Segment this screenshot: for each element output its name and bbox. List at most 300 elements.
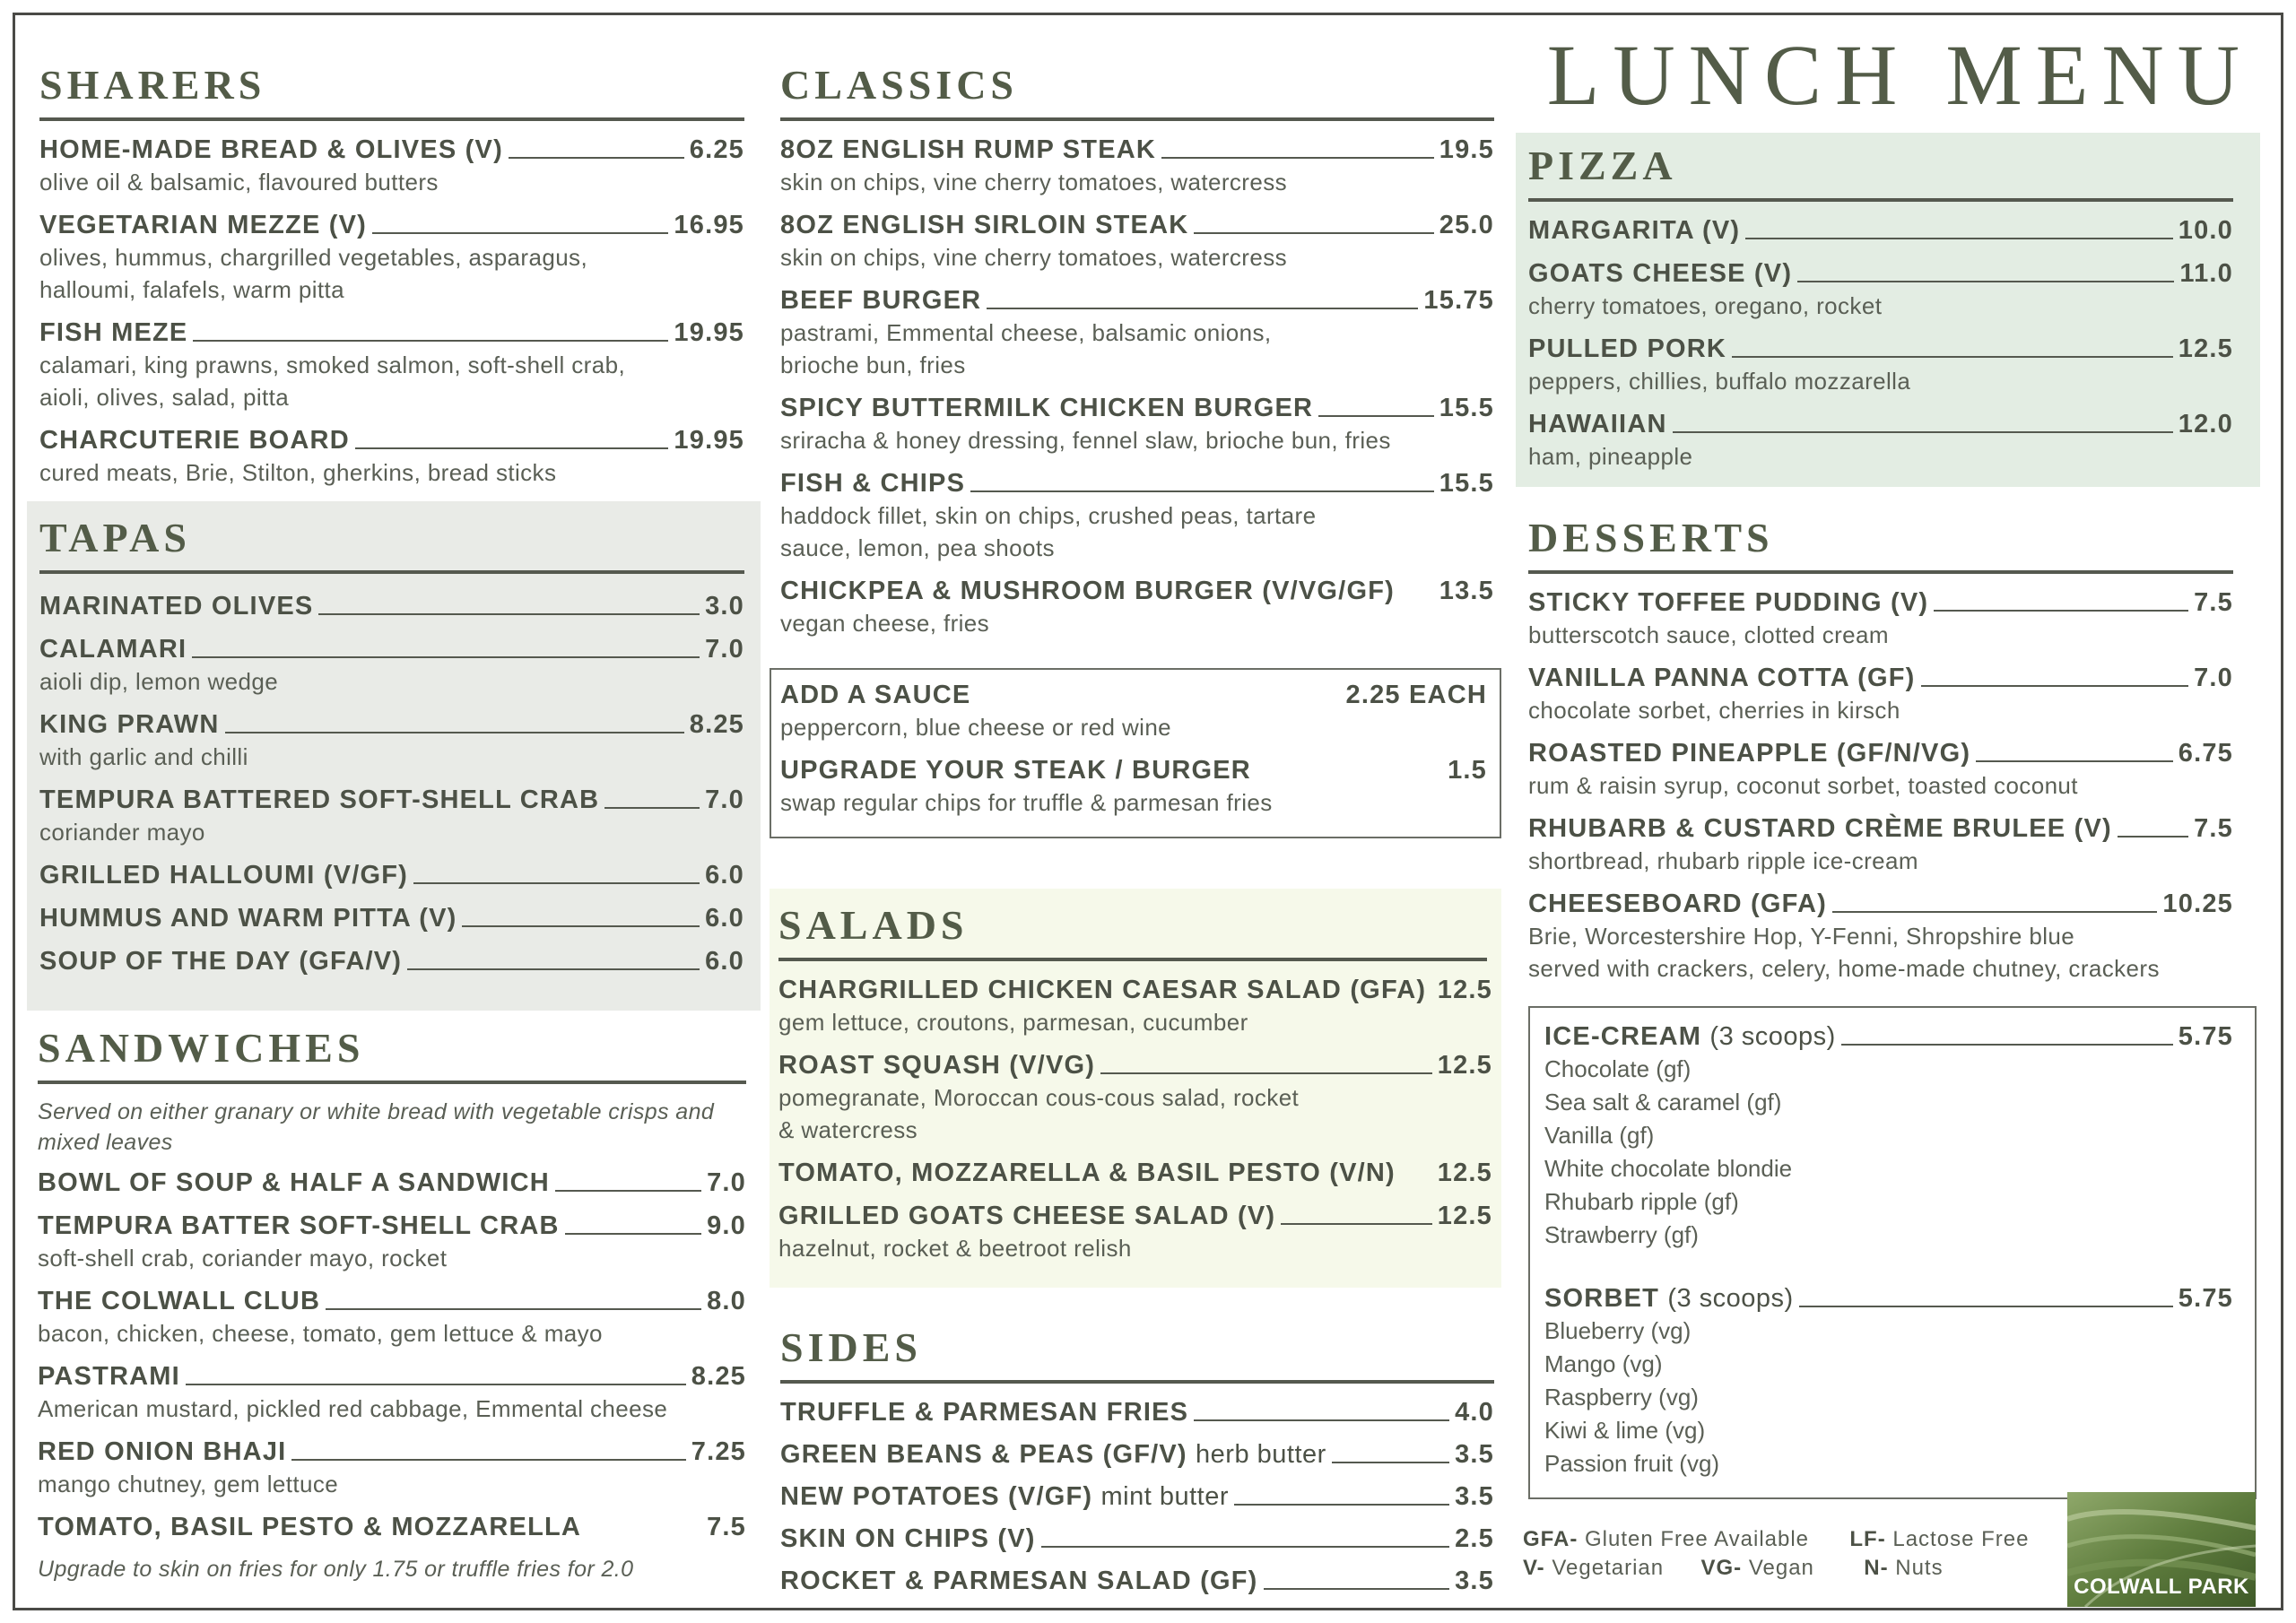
menu-item-name: CHICKPEA & MUSHROOM BURGER (V/VG/GF) — [780, 577, 1395, 605]
section-sandwiches — [27, 1011, 761, 1584]
leader-line — [987, 308, 1418, 309]
leader-line — [326, 1308, 701, 1310]
menu-item-row — [38, 1285, 746, 1317]
heading-pizza: PIZZA — [1528, 142, 2233, 202]
leader-line — [1194, 232, 1433, 234]
leader-line — [1934, 610, 2188, 612]
leader-line — [1797, 281, 2174, 282]
menu-item-spicy-buttermilk-chicken-burger — [780, 392, 1494, 456]
menu-item-price: 12.5 — [1437, 976, 1492, 1004]
menu-item-upgrade-your-steak-burger — [780, 754, 1487, 819]
legend-lf-text: Lactose Free — [1892, 1527, 2030, 1551]
menu-item-bowl-of-soup-half-a-sandwich — [38, 1167, 746, 1199]
sandwiches-intro: Served on either granary or white bread with vegetable crisps and mixed leaves — [38, 1099, 715, 1155]
menu-item-price: 8.25 — [691, 1362, 746, 1391]
menu-item-description: haddock fillet, skin on chips, crushed peas, tartare — [780, 502, 1317, 529]
menu-item-row — [778, 1157, 1492, 1189]
leader-line — [2118, 836, 2188, 838]
menu-item-name: ADD A SAUCE — [780, 681, 971, 709]
menu-item-description: aioli, olives, salad, pitta — [39, 384, 290, 411]
section-classics — [770, 45, 1496, 639]
sides-list — [780, 1396, 1494, 1597]
side-item-price: 3.5 — [1455, 1440, 1494, 1469]
menu-item-description: pomegranate, Moroccan cous-cous salad, rocket — [778, 1084, 1300, 1111]
menu-item-description: vegan cheese, fries — [780, 610, 990, 637]
menu-item-row — [780, 754, 1487, 786]
side-item-name: NEW POTATOES (V/GF) — [780, 1482, 1093, 1511]
flavour-item: Rhubarb ripple (gf) — [1544, 1188, 1739, 1215]
menu-item-fish-chips — [780, 467, 1494, 564]
menu-item-vegetarian-mezze-v — [39, 209, 744, 306]
tapas-list — [39, 586, 744, 977]
menu-item-name: GOATS CHEESE (V) — [1528, 259, 1793, 288]
menu-item-description: Brie, Worcestershire Hop, Y-Fenni, Shropshire blue — [1528, 923, 2075, 950]
menu-item-beef-burger — [780, 284, 1494, 381]
menu-item-description: brioche bun, fries — [780, 352, 966, 378]
menu-item-row — [39, 317, 744, 349]
menu-item-name: KING PRAWN — [39, 710, 220, 739]
menu-item-row — [1528, 662, 2233, 694]
menu-item-description: peppers, chillies, buffalo mozzarella — [1528, 368, 1911, 395]
menu-item-row — [780, 575, 1494, 607]
side-item-price: 3.5 — [1455, 1482, 1494, 1511]
menu-item-row — [39, 633, 744, 665]
colwall-park-logo — [2067, 1492, 2256, 1607]
flavour-item: Strawberry (gf) — [1544, 1221, 1699, 1248]
menu-item-description: bacon, chicken, cheese, tomato, gem lettuce & mayo — [38, 1320, 603, 1347]
flavour-item: Passion fruit (vg) — [1544, 1450, 1720, 1477]
legend-vg-text: Vegan — [1748, 1556, 1814, 1580]
menu-item-8oz-english-rump-steak — [780, 134, 1494, 198]
menu-item-row — [39, 859, 744, 891]
menu-item-name: 8OZ ENGLISH SIRLOIN STEAK — [780, 211, 1189, 239]
menu-item-description: & watercress — [778, 1116, 918, 1143]
menu-item-name: BEEF BURGER — [780, 286, 982, 315]
menu-item-name: PASTRAMI — [38, 1362, 180, 1391]
leader-line — [193, 340, 668, 342]
menu-item-description: coriander mayo — [39, 819, 205, 846]
side-item-price: 4.0 — [1455, 1398, 1494, 1427]
menu-item-name: VEGETARIAN MEZZE (V) — [39, 211, 368, 239]
leader-line — [1832, 911, 2157, 913]
leader-line — [1318, 415, 1434, 417]
section-sides — [770, 1324, 1496, 1597]
section-pizza — [1516, 133, 2260, 487]
leader-line — [291, 1459, 685, 1461]
menu-item-row — [1528, 586, 2233, 619]
menu-item-row — [38, 1360, 746, 1393]
menu-item-description: olives, hummus, chargrilled vegetables, asparagus, — [39, 244, 588, 271]
menu-item-row — [780, 679, 1487, 711]
flavour-item: White chocolate blondie — [1544, 1155, 1793, 1182]
side-item-label — [780, 1523, 1036, 1555]
menu-item-name: UPGRADE YOUR STEAK / BURGER — [780, 756, 1251, 785]
menu-item-row — [38, 1511, 746, 1543]
extras-box — [770, 668, 1501, 838]
menu-title: LUNCH MENU — [1546, 27, 2253, 123]
side-item-extra: herb butter — [1196, 1440, 1326, 1469]
menu-item-price: 12.0 — [2178, 410, 2233, 438]
menu-item-row — [1528, 737, 2233, 769]
menu-item-soup-of-the-day-gfa-v — [39, 945, 744, 977]
menu-item-the-colwall-club — [38, 1285, 746, 1350]
menu-item-description: skin on chips, vine cherry tomatoes, watercress — [780, 169, 1288, 195]
menu-item-row — [778, 1049, 1492, 1081]
icecream-price: 5.75 — [2178, 1022, 2233, 1051]
menu-item-row — [1528, 812, 2233, 845]
menu-item-name: ROAST SQUASH (V/VG) — [778, 1051, 1096, 1080]
leader-line — [1976, 760, 2173, 762]
menu-item-description: hazelnut, rocket & beetroot relish — [778, 1235, 1132, 1262]
menu-item-row — [39, 424, 744, 456]
leader-line — [462, 925, 700, 927]
side-item-label — [780, 1396, 1188, 1428]
menu-item-description: swap regular chips for truffle & parmesan fries — [780, 789, 1273, 816]
menu-item-cheeseboard-gfa — [1528, 888, 2233, 985]
menu-item-description: soft-shell crab, coriander mayo, rocket — [38, 1245, 448, 1271]
menu-item-price: 19.5 — [1439, 135, 1494, 164]
legend-vg-code: VG- — [1700, 1556, 1743, 1580]
leader-line — [555, 1190, 701, 1192]
side-item-name: SKIN ON CHIPS (V) — [780, 1524, 1036, 1553]
legend-row-2 — [1523, 1553, 1944, 1584]
menu-item-price: 6.0 — [705, 904, 744, 933]
leader-line — [1234, 1504, 1449, 1506]
middle-column — [770, 45, 1505, 1607]
menu-item-description: olive oil & balsamic, flavoured butters — [39, 169, 439, 195]
menu-item-description: cherry tomatoes, oregano, rocket — [1528, 292, 1883, 319]
menu-item-price: 7.25 — [691, 1437, 746, 1466]
menu-item-pastrami — [38, 1360, 746, 1425]
logo-text: COLWALL PARK — [2074, 1575, 2249, 1599]
flavour-item: Raspberry (vg) — [1544, 1384, 1699, 1410]
sandwiches-footnote: Upgrade to skin on fries for only 1.75 or truffle fries for 2.0 — [38, 1557, 634, 1582]
menu-item-description: pastrami, Emmental cheese, balsamic onions, — [780, 319, 1272, 346]
side-item-label — [780, 1565, 1258, 1597]
menu-item-name: MARINATED OLIVES — [39, 592, 314, 621]
right-column — [1516, 133, 2260, 1499]
menu-item-fish-meze — [39, 317, 744, 413]
menu-item-name: RHUBARB & CUSTARD CRÈME BRULEE (V) — [1528, 814, 2112, 843]
sorbet-price: 5.75 — [2178, 1284, 2233, 1313]
menu-item-vanilla-panna-cotta-gf — [1528, 662, 2233, 726]
menu-item-price: 12.5 — [1437, 1159, 1492, 1187]
heading-sides: SIDES — [780, 1324, 1494, 1384]
menu-item-row — [39, 708, 744, 741]
menu-item-hummus-and-warm-pitta-v — [39, 902, 744, 934]
menu-item-tomato-basil-pesto-mozzarella — [38, 1511, 746, 1543]
menu-item-chargrilled-chicken-caesar-salad-gfa — [778, 974, 1492, 1038]
menu-item-price: 7.0 — [2194, 664, 2233, 692]
side-item-name: GREEN BEANS & PEAS (GF/V) — [780, 1440, 1187, 1469]
side-item-label — [780, 1480, 1229, 1513]
menu-item-tempura-batter-soft-shell-crab — [38, 1210, 746, 1274]
menu-item-price: 25.0 — [1439, 211, 1494, 239]
leader-line — [413, 882, 700, 884]
sorbet-flavours — [1544, 1315, 2233, 1480]
menu-item-name: MARGARITA (V) — [1528, 216, 1741, 245]
menu-item-price: 2.25 EACH — [1345, 681, 1487, 709]
menu-item-charcuterie-board — [39, 424, 744, 489]
leader-line — [192, 656, 700, 658]
menu-item-row — [1528, 214, 2233, 247]
menu-item-row — [780, 467, 1494, 499]
menu-item-tempura-battered-soft-shell-crab — [39, 784, 744, 848]
leader-line — [1673, 431, 2173, 433]
icecream-row — [1544, 1020, 2233, 1053]
legend-gfa-code: GFA- — [1523, 1527, 1578, 1551]
leader-line — [970, 490, 1434, 492]
leader-line — [1921, 685, 2189, 687]
side-item-truffle-parmesan-fries — [780, 1396, 1494, 1428]
leader-line — [1041, 1546, 1449, 1548]
menu-item-description: rum & raisin syrup, coconut sorbet, toasted coconut — [1528, 772, 2078, 799]
menu-item-name: RED ONION BHAJI — [38, 1437, 287, 1466]
menu-item-description: calamari, king prawns, smoked salmon, soft-shell crab, — [39, 352, 626, 378]
leader-line — [509, 157, 684, 159]
menu-item-description: gem lettuce, croutons, parmesan, cucumber — [778, 1009, 1248, 1036]
menu-item-price: 8.0 — [707, 1287, 746, 1315]
section-sharers — [27, 45, 761, 502]
menu-item-description: American mustard, pickled red cabbage, Emmental cheese — [38, 1395, 668, 1422]
sorbet-name: SORBET — [1544, 1284, 1660, 1313]
leader-line — [225, 732, 684, 733]
side-item-rocket-parmesan-salad-gf — [780, 1565, 1494, 1597]
menu-item-row — [780, 134, 1494, 166]
heading-sharers: SHARERS — [39, 61, 744, 121]
menu-item-row — [778, 1200, 1492, 1232]
menu-item-name: TOMATO, BASIL PESTO & MOZZARELLA — [38, 1513, 582, 1541]
flavour-item: Kiwi & lime (vg) — [1544, 1417, 1706, 1444]
legend-v-text: Vegetarian — [1552, 1556, 1665, 1580]
menu-item-name: TEMPURA BATTERED SOFT-SHELL CRAB — [39, 785, 600, 814]
menu-item-hawaiian — [1528, 408, 2233, 473]
menu-item-price: 6.0 — [705, 947, 744, 976]
menu-item-name: GRILLED HALLOUMI (V/GF) — [39, 861, 409, 890]
menu-item-description: mango chutney, gem lettuce — [38, 1471, 339, 1497]
heading-classics: CLASSICS — [780, 61, 1494, 121]
menu-item-row — [38, 1436, 746, 1468]
flavour-item: Blueberry (vg) — [1544, 1317, 1692, 1344]
side-item-name: ROCKET & PARMESAN SALAD (GF) — [780, 1567, 1258, 1595]
side-item-price: 3.5 — [1455, 1567, 1494, 1595]
menu-item-row — [780, 284, 1494, 317]
icecream-qty: (3 scoops) — [1709, 1022, 1836, 1051]
menu-item-name: PULLED PORK — [1528, 334, 1727, 363]
menu-item-price: 15.5 — [1439, 394, 1494, 422]
menu-item-description: cured meats, Brie, Stilton, gherkins, bread sticks — [39, 459, 557, 486]
menu-item-price: 10.25 — [2162, 890, 2233, 918]
menu-item-name: STICKY TOFFEE PUDDING (V) — [1528, 588, 1929, 617]
menu-item-price: 7.5 — [2194, 814, 2233, 843]
sandwiches-list — [38, 1167, 746, 1543]
leader-line — [186, 1384, 686, 1385]
leader-line — [1161, 157, 1434, 159]
heading-desserts: DESSERTS — [1528, 514, 2233, 574]
leader-line — [604, 807, 700, 809]
menu-item-name: VANILLA PANNA COTTA (GF) — [1528, 664, 1916, 692]
menu-item-row — [780, 209, 1494, 241]
menu-item-row — [39, 209, 744, 241]
side-item-price: 2.5 — [1455, 1524, 1494, 1553]
menu-item-description: chocolate sorbet, cherries in kirsch — [1528, 697, 1900, 724]
menu-item-row — [39, 590, 744, 622]
leader-line — [1841, 1044, 2173, 1046]
menu-item-description: skin on chips, vine cherry tomatoes, watercress — [780, 244, 1288, 271]
salads-list — [778, 974, 1492, 1264]
icecream-box — [1528, 1006, 2257, 1499]
left-column — [27, 45, 753, 1584]
menu-item-red-onion-bhaji — [38, 1436, 746, 1500]
menu-item-price: 12.5 — [1437, 1202, 1492, 1230]
sorbet-row — [1544, 1282, 2233, 1315]
menu-item-name: TOMATO, MOZZARELLA & BASIL PESTO (V/N) — [778, 1159, 1396, 1187]
menu-item-price: 15.5 — [1439, 469, 1494, 498]
side-item-label — [780, 1438, 1326, 1471]
menu-item-name: HOME-MADE BREAD & OLIVES (V) — [39, 135, 503, 164]
menu-item-description: sriracha & honey dressing, fennel slaw, brioche bun, fries — [780, 427, 1391, 454]
menu-item-description: halloumi, falafels, warm pitta — [39, 276, 345, 303]
menu-item-row — [39, 945, 744, 977]
section-tapas — [27, 501, 761, 1011]
heading-sandwiches: SANDWICHES — [38, 1024, 746, 1084]
legend-gfa-text: Gluten Free Available — [1585, 1527, 1810, 1551]
flavour-item: Sea salt & caramel (gf) — [1544, 1089, 1782, 1115]
menu-item-price: 7.0 — [707, 1168, 746, 1197]
menu-item-name: 8OZ ENGLISH RUMP STEAK — [780, 135, 1157, 164]
menu-item-tomato-mozzarella-basil-pesto-v-n — [778, 1157, 1492, 1189]
menu-item-price: 3.0 — [705, 592, 744, 621]
sharers-list — [39, 134, 744, 489]
section-desserts — [1516, 487, 2260, 985]
side-item-name: TRUFFLE & PARMESAN FRIES — [780, 1398, 1189, 1427]
menu-item-name: SOUP OF THE DAY (GFA/V) — [39, 947, 403, 976]
menu-item-calamari — [39, 633, 744, 698]
menu-item-description: with garlic and chilli — [39, 743, 248, 770]
sorbet-qty: (3 scoops) — [1667, 1284, 1794, 1313]
leader-line — [1100, 1072, 1432, 1074]
flavour-item: Mango (vg) — [1544, 1350, 1663, 1377]
menu-item-price: 9.0 — [707, 1211, 746, 1240]
leader-line — [1732, 356, 2173, 358]
menu-item-price: 6.75 — [2178, 739, 2233, 768]
leader-line — [1332, 1462, 1449, 1463]
menu-item-name: CHARGRILLED CHICKEN CAESAR SALAD (GFA) — [778, 976, 1427, 1004]
menu-item-row — [778, 974, 1492, 1006]
flavour-item: Chocolate (gf) — [1544, 1055, 1692, 1082]
menu-item-name: CHARCUTERIE BOARD — [39, 426, 350, 455]
menu-item-margarita-v — [1528, 214, 2233, 247]
legend-row-1 — [1523, 1524, 2029, 1555]
legend-v-code: V- — [1523, 1556, 1545, 1580]
menu-item-description: served with crackers, celery, home-made chutney, crackers — [1528, 955, 2160, 982]
extras-list — [780, 679, 1487, 819]
menu-item-roast-squash-v-vg — [778, 1049, 1492, 1146]
section-salads — [770, 889, 1501, 1288]
side-item-skin-on-chips-v — [780, 1523, 1494, 1555]
desserts-list — [1528, 586, 2233, 985]
menu-item-marinated-olives — [39, 590, 744, 622]
heading-tapas: TAPAS — [39, 514, 744, 574]
leader-line — [318, 613, 700, 615]
leader-line — [1281, 1223, 1431, 1225]
menu-item-8oz-english-sirloin-steak — [780, 209, 1494, 273]
menu-item-row — [38, 1167, 746, 1199]
side-item-new-potatoes-v-gf — [780, 1480, 1494, 1513]
menu-item-name: CALAMARI — [39, 635, 187, 664]
menu-item-price: 16.95 — [674, 211, 744, 239]
leader-line — [1194, 1419, 1449, 1421]
menu-item-description: aioli dip, lemon wedge — [39, 668, 279, 695]
menu-item-grilled-goats-cheese-salad-v — [778, 1200, 1492, 1264]
menu-item-price: 6.25 — [689, 135, 744, 164]
legend-n-text: Nuts — [1895, 1556, 1944, 1580]
side-item-extra: mint butter — [1100, 1482, 1230, 1511]
menu-item-home-made-bread-olives-v — [39, 134, 744, 198]
legend-lf-code: LF- — [1849, 1527, 1886, 1551]
menu-item-description: shortbread, rhubarb ripple ice-cream — [1528, 847, 1918, 874]
menu-item-roasted-pineapple-gf-n-vg — [1528, 737, 2233, 802]
menu-item-name: CHEESEBOARD (GFA) — [1528, 890, 1827, 918]
menu-item-add-a-sauce — [780, 679, 1487, 743]
menu-item-price: 6.0 — [705, 861, 744, 890]
menu-item-name: FISH MEZE — [39, 318, 188, 347]
menu-item-row — [39, 902, 744, 934]
menu-item-price: 7.0 — [705, 785, 744, 814]
menu-item-name: HUMMUS AND WARM PITTA (V) — [39, 904, 457, 933]
menu-item-price: 13.5 — [1439, 577, 1494, 605]
menu-item-name: HAWAIIAN — [1528, 410, 1667, 438]
leader-line — [1799, 1306, 2173, 1307]
legend-n-code: N- — [1864, 1556, 1889, 1580]
menu-item-name: ROASTED PINEAPPLE (GF/N/VG) — [1528, 739, 1971, 768]
menu-item-description: peppercorn, blue cheese or red wine — [780, 714, 1172, 741]
menu-item-row — [1528, 333, 2233, 365]
menu-item-price: 8.25 — [689, 710, 744, 739]
menu-item-row — [39, 784, 744, 816]
menu-item-rhubarb-custard-cr-me-brulee-v — [1528, 812, 2233, 877]
leader-line — [355, 447, 669, 449]
icecream-flavours — [1544, 1053, 2233, 1252]
menu-item-row — [39, 134, 744, 166]
menu-item-description: butterscotch sauce, clotted cream — [1528, 621, 1889, 648]
menu-item-name: TEMPURA BATTER SOFT-SHELL CRAB — [38, 1211, 560, 1240]
menu-item-price: 7.0 — [705, 635, 744, 664]
menu-item-price: 7.5 — [707, 1513, 746, 1541]
menu-item-row — [1528, 257, 2233, 290]
menu-item-name: SPICY BUTTERMILK CHICKEN BURGER — [780, 394, 1314, 422]
leader-line — [372, 232, 668, 234]
menu-item-price: 7.5 — [2194, 588, 2233, 617]
classics-list — [780, 134, 1494, 639]
menu-item-name: THE COLWALL CLUB — [38, 1287, 321, 1315]
side-item-green-beans-peas-gf-v — [780, 1438, 1494, 1471]
menu-item-price: 10.0 — [2178, 216, 2233, 245]
menu-item-price: 12.5 — [1437, 1051, 1492, 1080]
menu-item-sticky-toffee-pudding-v — [1528, 586, 2233, 651]
menu-item-name: FISH & CHIPS — [780, 469, 966, 498]
menu-item-price: 15.75 — [1423, 286, 1494, 315]
menu-item-goats-cheese-v — [1528, 257, 2233, 322]
menu-item-name: GRILLED GOATS CHEESE SALAD (V) — [778, 1202, 1276, 1230]
menu-item-description: ham, pineapple — [1528, 443, 1693, 470]
pizza-list — [1528, 214, 2233, 473]
icecream-name: ICE-CREAM — [1544, 1022, 1702, 1051]
menu-item-row — [1528, 408, 2233, 440]
menu-item-grilled-halloumi-v-gf — [39, 859, 744, 891]
menu-item-description: sauce, lemon, pea shoots — [780, 534, 1055, 561]
menu-item-name: BOWL OF SOUP & HALF A SANDWICH — [38, 1168, 550, 1197]
